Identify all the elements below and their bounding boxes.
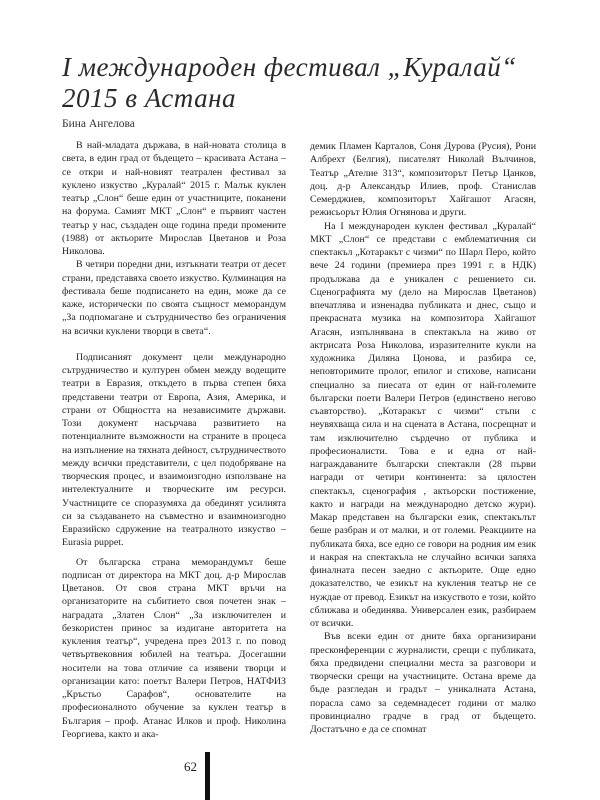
page-number: 62 bbox=[184, 759, 197, 774]
article-title: I международен фестивал „Куралай“ 2015 в Астана bbox=[62, 52, 517, 113]
paragraph: Във всеки един от дните бяха организирани пресконференции с журналисти, срещи с публиката, бяха предвидени специални места за разговори и творчески срещи на участниците. Остана време да бъде разгледан и градът – уникалната Астана, порасла само за седемнадесет години от малко провинциално градче в град от бъдещето. Достатъчно е да се спомнат bbox=[310, 631, 536, 735]
paragraph: демик Пламен Карталов, Соня Дурова (Русия), Рони Албрехт (Белгия), писателят Николай Вълчинов, Театър „Ателие 313“, композиторът Петър Цанков, доц. д-р Александър Илиев, проф. Станислав Семерджиев, композиторът Хайгашот Агасян, режисьорът Юлия Огнянова и други. bbox=[310, 141, 536, 219]
paragraph: В най-младата държава, в най-новата столица в света, в един град от бъдещето – красивата Астана – се откри и най-новият театрален фестивал за куклено изкуство „Куралай“ 2015 г. Малък куклен театър „Слон“ беше един от участниците, поканени на форума. Самият МКТ „Слон“ е първият частен театър у нас, създаден още година преди промените (1988) от актьорите Мирослав Цветанов и Роза Николова. bbox=[62, 140, 286, 257]
footer-bar bbox=[205, 752, 210, 800]
paragraph: На I международен куклен фестивал „Куралай“ МКТ „Слон“ се представи с емблематичния си спектакъл „Котаракът с чизми“ по Шарл Перо, който вече 24 години (премиера през 1991 г. в НДК) продължава да е уникален с решението си. Сценографията му (дело на Мирослав Цветанов) впечатлява и изненадва публиката и днес, също и прекрасната музика на композитора Хайгашот Агасян, изпълнявана в спектакъла на живо от актрисата Роза Николова, изразителните кукли на художника Диляна Цонова, и разбира се, неповторимите пролог, епилог и стихове, написани специално за пиесата от един от най-големите български поети Валери Петров (единствено негово съавторство). „Котаракът с чизми“ стъпи с неувяхваща сила и на сцената в Астана, посрещнат и там изключително сърдечно от публика и професионалисти. Това е и една от най-награждаваните български спектакли (28 първи награди от четири континента: за цялостен спектакъл, сценография , актьорски постижение, както и награди на международно детско жури). Макар представен на български език, спектакълът беше разбран и от малки, и от големи. Реакциите на публиката бяха, все едно се говори на родния им език и накрая на спектакъла не случайно всички запяха финалната песен заедно с актьорите. Още едно доказателство, че езикът на кукления театър не се нуждае от превод. Езикът на изкуството е този, който сближава и обединява. Универсален език, разбираем от всички. bbox=[310, 220, 536, 629]
paragraph: В четири поредни дни, изтъкнати театри от десет страни, представяха своето изкуство. Кулминация на фестивала беше подписането на един, може да се каже, исторически по своята същност меморандум „За подпомагане и сътрудничество без ограничения на всички куклени творци в света“. bbox=[62, 259, 286, 337]
left-column bbox=[62, 139, 286, 769]
paragraph: От българска страна меморандумът беше подписан от директора на МКТ доц. д-р Мирослав Цветанов. От своя страна МКТ връчи на организаторите на събитието своя почетен знак – наградата „Златен Слон“ „За изключителен и безкористен принос за издигане авторитета на кукления театър“, учредена през 2013 г. по повод четвъртвековния юбилей на театъра. Досегашни носители на това отличие са изявени творци и организации като: поетът Валери Петров, НАТФИЗ „Кръстьо Сарафов“, основателите на професионалното обучение за куклен театър в България – проф. Атанас Илков и проф. Николина Георгиева, както и ака- bbox=[62, 556, 286, 740]
article-author: Бина Ангелова bbox=[62, 118, 135, 130]
paragraph: Подписаният документ цели международно сътрудничество и културен обмен между водещите театри в Евразия, откъдето в първа степен бяха представени театри от Европа, Азия, Америка, и страни от Общността на независимите държави. Този документ насърчава развитието на потенциалните възможности на страните в процеса на изпълнение на тяхната дейност, сътрудничеството между всички представители, с цел подобряване на творческия процес, и взаимоизгодно използване на интелектуалните и творческите им ресурси. Участниците се споразумяха да обединят усилията си за създаването на съвместно и взаимноизгодно Евразийско сдружение на театралното изкуство – Eurasia puppet. bbox=[62, 351, 286, 549]
right-column bbox=[310, 140, 536, 770]
